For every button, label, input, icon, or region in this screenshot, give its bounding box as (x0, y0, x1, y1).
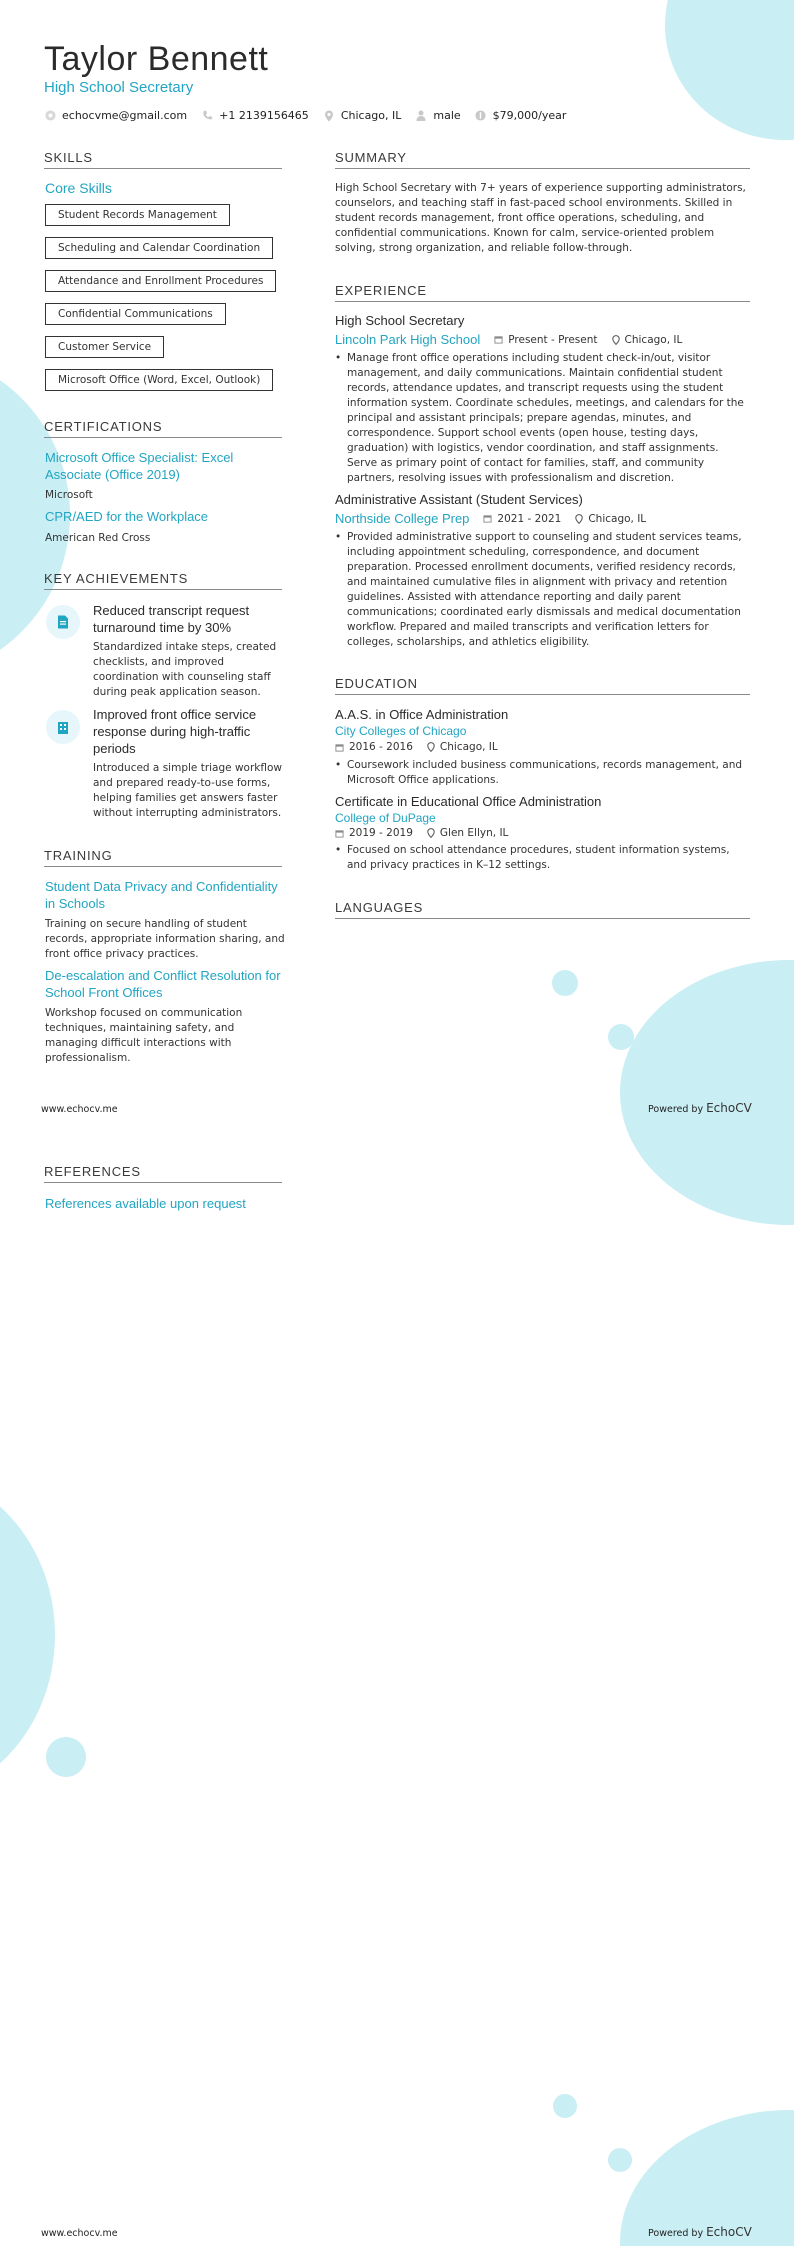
contact-phone[interactable] (201, 109, 309, 122)
degree-title: Certificate in Educational Office Administration (335, 794, 602, 809)
decor-circle-right-mid (620, 960, 794, 1225)
contact-bar (44, 109, 580, 122)
education-location-text: Glen Ellyn, IL (439, 827, 509, 839)
school-name: College of DuPage (335, 811, 436, 825)
candidate-name: Taylor Bennett (44, 40, 269, 78)
location-pin-icon (612, 335, 620, 345)
languages-heading: LANGUAGES (335, 900, 750, 919)
education-location-text: Chicago, IL (439, 741, 498, 753)
salary-text: $79,000/year (492, 109, 567, 122)
decor-dot-1 (552, 970, 578, 996)
contact-email[interactable] (44, 109, 187, 122)
decor-dot-4 (553, 2094, 577, 2118)
achievement-text: Introduced a simple triage workflow and prepared ready-to-use forms, helping families get answers faster without interrupting administrators. (93, 762, 282, 819)
education-bullet: • Focused on school attendance procedures, student information systems, and privacy practices in K–12 settings. (335, 843, 750, 873)
references-text: References available upon request (45, 1196, 246, 1211)
achievements-heading: KEY ACHIEVEMENTS (44, 571, 282, 590)
skill-tag: Microsoft Office (Word, Excel, Outlook) (45, 369, 273, 391)
footer-powered-by[interactable] (648, 1101, 752, 1115)
summary-text: High School Secretary with 7+ years of experience supporting administrators, counselors, and teaching staff in fast-paced school environments. Skilled in student records management, front office operations, scheduling, and confidential communications. Known for calm, service-oriented problem solving, strong organization, and reliable follow-through. (335, 182, 746, 254)
skill-tag: Customer Service (45, 336, 164, 358)
job-location (612, 334, 683, 346)
location-text: Chicago, IL (340, 109, 402, 122)
training-text: Training on secure handling of student records, appropriate information sharing, and front office privacy practices. (45, 918, 285, 960)
school-name: City Colleges of Chicago (335, 724, 467, 738)
email-icon (44, 110, 56, 122)
job-meta-row (335, 332, 682, 347)
summary-heading: SUMMARY (335, 150, 750, 169)
money-icon (475, 110, 487, 122)
powered-by-label: Powered by (648, 2228, 704, 2239)
job-dates-text: 2021 - 2021 (497, 512, 562, 525)
degree-title: A.A.S. in Office Administration (335, 707, 509, 722)
brand-name: EchoCV (706, 1101, 752, 1115)
job-location-text: Chicago, IL (624, 333, 683, 346)
certification-name: CPR/AED for the Workplace (45, 509, 209, 524)
contact-gender (415, 109, 460, 122)
job-role: Administrative Assistant (Student Services) (335, 492, 583, 507)
education-bullets (335, 758, 750, 788)
calendar-icon (335, 829, 344, 838)
company-name: Lincoln Park High School (335, 332, 481, 347)
references-heading: REFERENCES (44, 1164, 282, 1183)
building-icon (46, 710, 80, 744)
core-skills-title: Core Skills (45, 180, 112, 196)
email-text: echocvme@gmail.com (62, 109, 188, 122)
skill-tag: Attendance and Enrollment Procedures (45, 270, 276, 292)
skills-heading: SKILLS (44, 150, 282, 169)
contact-location (323, 109, 402, 122)
decor-dot-3 (46, 1737, 86, 1777)
achievement-title: Reduced transcript request turnaround time by 30% (93, 603, 250, 635)
footer-website[interactable]: www.echocv.me (41, 2228, 118, 2239)
education-dates (335, 827, 413, 839)
location-pin-icon (575, 514, 583, 524)
company-name: Northside College Prep (335, 511, 470, 526)
calendar-icon (483, 514, 492, 523)
skill-tag: Confidential Communications (45, 303, 226, 325)
calendar-icon (335, 743, 344, 752)
phone-icon (201, 110, 213, 122)
calendar-icon (494, 335, 503, 344)
education-heading: EDUCATION (335, 676, 750, 695)
job-dates-text: Present - Present (508, 333, 598, 346)
job-location (575, 513, 646, 525)
job-bullet: • Manage front office operations including student check-in/out, visitor management, and daily communications. Maintain confidential student records, attendance updates, and transcript requests using the student information system. Coordinate schedules, meetings, and calendars for the principal and assistant principals; prepare agendas, minutes, and correspondence. Support school events (open house, testing days, graduation) with logistics, vendor coordination, and staff assignments. Serve as primary point of contact for families, staff, and community partners, resolving issues with professionalism and discretion. (335, 351, 750, 486)
job-location-text: Chicago, IL (588, 512, 647, 525)
location-pin-icon (427, 828, 435, 838)
job-role: High School Secretary (335, 313, 465, 328)
location-pin-icon (427, 742, 435, 752)
job-dates (494, 334, 597, 346)
education-dates-text: 2019 - 2019 (349, 827, 413, 839)
certification-name: Microsoft Office Specialist: Excel Associate (Office 2019) (45, 450, 234, 482)
education-location (427, 741, 498, 753)
education-dates (335, 741, 413, 753)
certifications-heading: CERTIFICATIONS (44, 419, 282, 438)
certification-issuer: Microsoft (45, 489, 93, 501)
contact-salary (475, 109, 567, 122)
brand-name: EchoCV (706, 2225, 752, 2239)
education-meta-row (321, 741, 498, 753)
document-icon (46, 605, 80, 639)
education-meta-row (321, 827, 508, 839)
skill-tag: Student Records Management (45, 204, 230, 226)
training-heading: TRAINING (44, 848, 282, 867)
certification-issuer: American Red Cross (45, 532, 151, 544)
experience-heading: EXPERIENCE (335, 283, 750, 302)
job-meta-row (335, 511, 646, 526)
decor-dot-5 (608, 2148, 632, 2172)
achievement-title: Improved front office service response during high-traffic periods (93, 707, 257, 756)
footer-powered-by[interactable] (648, 2225, 752, 2239)
job-bullets (335, 351, 750, 486)
education-dates-text: 2016 - 2016 (349, 741, 413, 753)
job-dates (483, 513, 561, 525)
footer-website[interactable]: www.echocv.me (41, 1104, 118, 1115)
training-text: Workshop focused on communication techniques, maintaining safety, and managing difficult interactions with professionalism. (45, 1007, 243, 1064)
education-bullets (335, 843, 750, 873)
job-bullet: • Provided administrative support to counseling and student services teams, including appointment scheduling, correspondence, and document preparation. Processed enrollment documents, verified residency records, and maintained cumulative files in alignment with privacy and retention guidelines. Assisted with attendance reporting and daily parent communications; coordinated early dismissals and medical documentation workflow. Prepared and mailed transcripts and verification letters for colleges, scholarships, and athletics eligibility. (335, 530, 750, 650)
education-bullet: • Coursework included business communications, records management, and Microsoft Office applications. (335, 758, 750, 788)
skill-tag: Scheduling and Calendar Coordination (45, 237, 273, 259)
gender-text: male (433, 109, 461, 122)
location-pin-icon (323, 110, 335, 122)
powered-by-label: Powered by (648, 1104, 704, 1115)
decor-circle-top-right (665, 0, 794, 140)
person-icon (415, 110, 427, 122)
job-bullets (335, 530, 750, 650)
achievement-text: Standardized intake steps, created checklists, and improved coordination with counseling staff during peak application season. (93, 641, 277, 698)
education-location (427, 827, 508, 839)
phone-text: +1 2139156465 (219, 109, 309, 122)
training-title: De-escalation and Conflict Resolution for School Front Offices (45, 968, 281, 1000)
candidate-title: High School Secretary (44, 79, 194, 96)
training-title: Student Data Privacy and Confidentiality in Schools (45, 879, 278, 911)
